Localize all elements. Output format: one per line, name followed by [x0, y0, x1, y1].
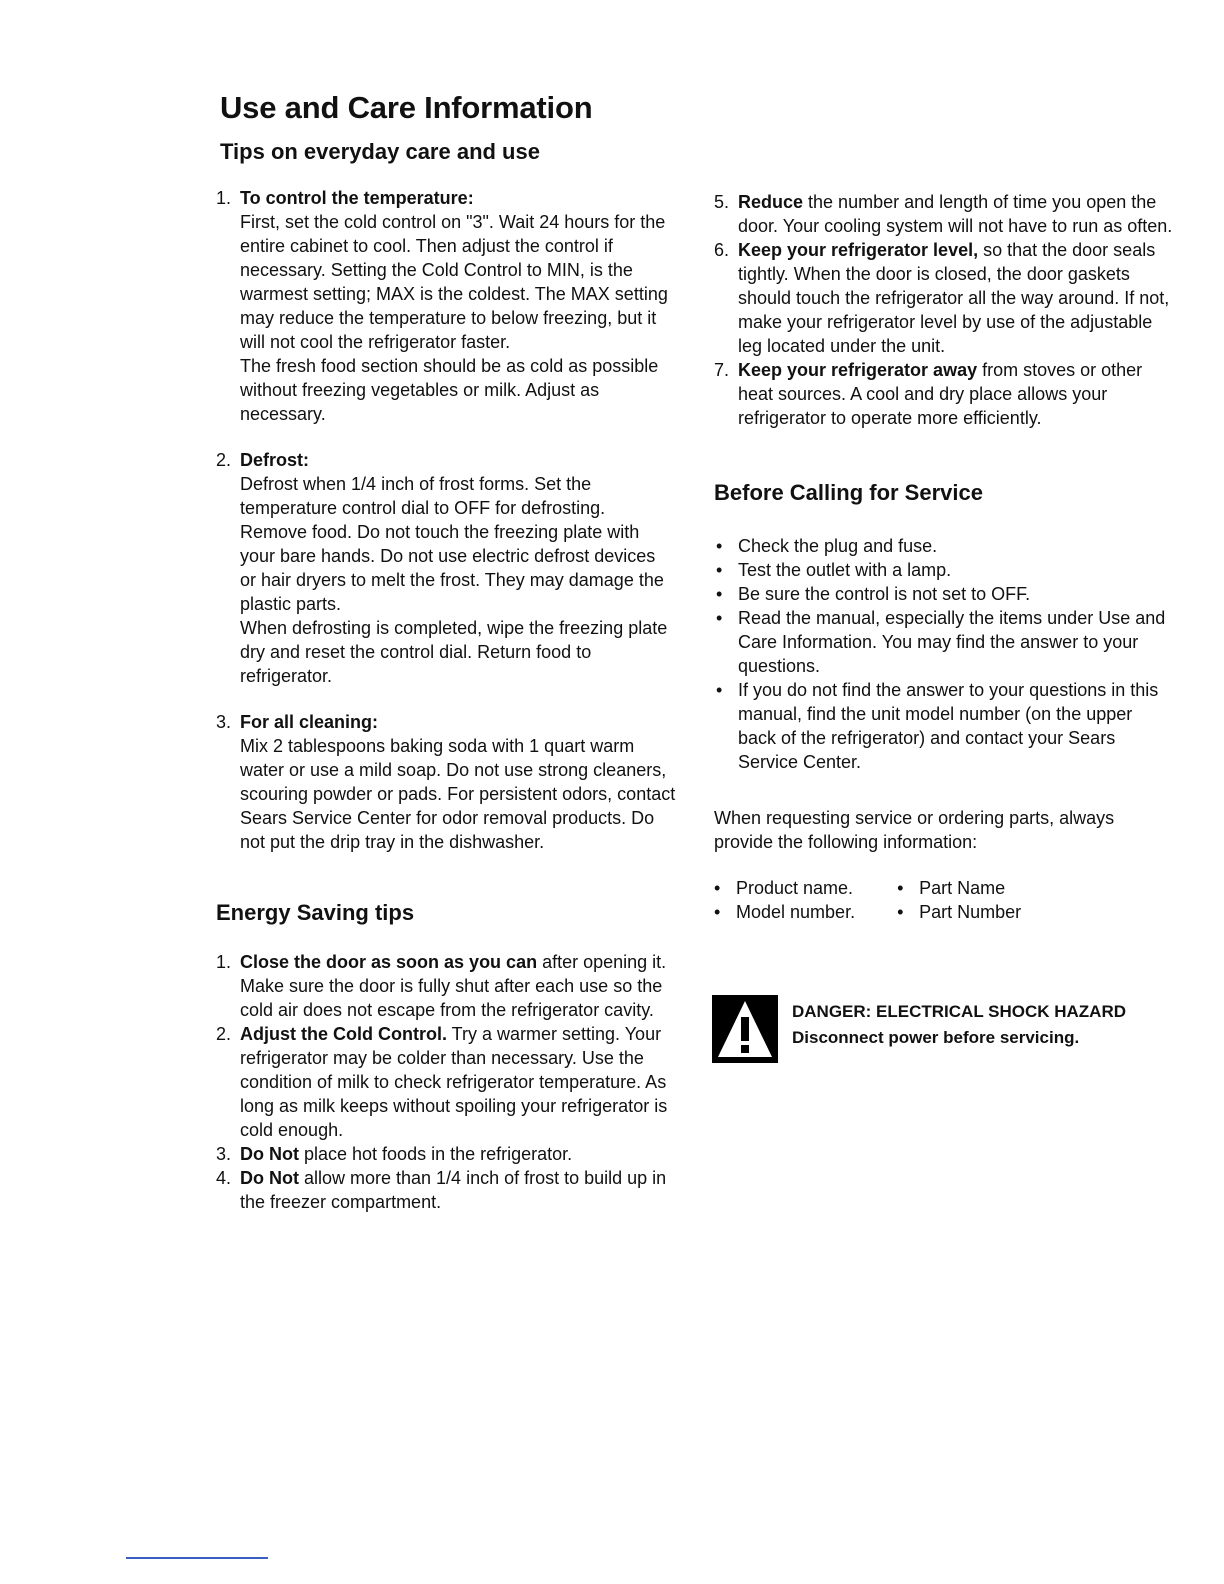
- tip-cleaning: [216, 710, 676, 854]
- energy-number: 5.: [714, 192, 730, 212]
- bullet: •: [897, 902, 904, 922]
- service-heading: Before Calling for Service: [714, 480, 983, 505]
- bullet: •: [716, 608, 723, 628]
- tip-number: 3.: [216, 712, 232, 732]
- energy-bold: Close the door as soon as you can: [240, 952, 538, 972]
- info-item: [714, 900, 855, 924]
- bullet: •: [716, 680, 723, 700]
- danger-notice: [712, 995, 1182, 1063]
- energy-list: [216, 950, 676, 1214]
- service-item: [714, 558, 1174, 582]
- service-item-text: If you do not find the answer to your questions in this manual, find the unit model number (on the upper back of the refrigerator) and contact your Sears Service Center.: [738, 680, 1159, 772]
- tip-title: For all cleaning:: [240, 712, 379, 732]
- tip-title: To control the temperature:: [240, 188, 474, 208]
- energy-bold: Do Not: [240, 1144, 299, 1164]
- energy-bold: Adjust the Cold Control.: [240, 1024, 447, 1044]
- energy-text: after opening it. Make sure the door is fully shut after each use so the cold air does not escape from the refrigerator cavity.: [240, 952, 667, 1020]
- bullet: •: [716, 560, 723, 580]
- info-item: [897, 900, 1021, 924]
- energy-number: 3.: [216, 1144, 232, 1164]
- energy-number: 6.: [714, 240, 730, 260]
- energy-heading: Energy Saving tips: [216, 900, 415, 925]
- energy-item: [216, 950, 676, 1022]
- tip-defrost: [216, 448, 676, 688]
- energy-list-continued: [714, 190, 1174, 430]
- service-item: [714, 678, 1174, 774]
- energy-number: 7.: [714, 360, 730, 380]
- energy-number: 1.: [216, 952, 232, 972]
- warning-icon: [712, 995, 778, 1063]
- tip-paragraph: The fresh food section should be as cold as possible without freezing vegetables or milk. Adjust as necessary.: [240, 356, 659, 424]
- energy-item: [216, 1022, 676, 1142]
- info-list-right: [897, 876, 1021, 924]
- bullet: •: [897, 878, 904, 898]
- tip-paragraph: First, set the cold control on "3". Wait 24 hours for the entire cabinet to cool. Then adjust the control if necessary. Setting the Cold Control to MIN, is the warmest setting; MAX is the coldest. The MAX setting may reduce the temperature to below freezing, but it will not cool the refrigerator faster.: [240, 212, 668, 352]
- info-item: [714, 876, 855, 900]
- energy-item: [216, 1166, 676, 1214]
- footer-divider: [126, 1557, 268, 1559]
- service-item-text: Read the manual, especially the items under Use and Care Information. You may find the answer to your questions.: [738, 608, 1166, 676]
- tip-paragraph: Mix 2 tablespoons baking soda with 1 quart warm water or use a mild soap. Do not use strong cleaners, scouring powder or pads. For persistent odors, contact Sears Service Center for odor removal products. Do not put the drip tray in the dishwasher.: [240, 736, 676, 852]
- energy-number: 2.: [216, 1024, 232, 1044]
- info-item-text: Model number.: [736, 902, 856, 922]
- page-title: Use and Care Information: [220, 90, 593, 125]
- bullet: •: [716, 536, 723, 556]
- energy-item: [714, 358, 1174, 430]
- info-item-text: Part Number: [919, 902, 1022, 922]
- info-item-text: Part Name: [919, 878, 1006, 898]
- danger-text: [792, 995, 1126, 1063]
- energy-bold: Do Not: [240, 1168, 299, 1188]
- tips-list: [216, 186, 676, 854]
- energy-item: [714, 190, 1174, 238]
- tip-paragraph: Defrost when 1/4 inch of frost forms. Set the temperature control dial to OFF for defrosting. Remove food. Do not touch the freezing plate with your bare hands. Do not use electric defrost devices or hair dryers to melt the frost. They may damage the plastic parts.: [240, 474, 664, 614]
- service-item-text: Be sure the control is not set to OFF.: [738, 584, 1031, 604]
- service-item: [714, 582, 1174, 606]
- required-info: [714, 876, 1174, 924]
- danger-instruction: Disconnect power before servicing.: [792, 1028, 1080, 1047]
- tip-number: 1.: [216, 188, 232, 208]
- service-item: [714, 606, 1174, 678]
- energy-text: from stoves or other heat sources. A cool and dry place allows your refrigerator to operate more efficiently.: [738, 360, 1143, 428]
- tip-title: Defrost:: [240, 450, 310, 470]
- service-checklist: [714, 534, 1174, 774]
- service-item-text: Test the outlet with a lamp.: [738, 560, 952, 580]
- energy-bold: Keep your refrigerator away: [738, 360, 978, 380]
- bullet: •: [714, 902, 721, 922]
- energy-text: the number and length of time you open the door. Your cooling system will not have to run as often.: [738, 192, 1173, 236]
- page-subtitle: Tips on everyday care and use: [220, 139, 540, 164]
- energy-text: Try a warmer setting. Your refrigerator may be colder than necessary. Use the condition of milk to check refrigerator temperature. As long as milk keeps without spoiling your refrigerator is cold enough.: [240, 1024, 668, 1140]
- left-column: [216, 186, 676, 1214]
- energy-text: so that the door seals tightly. When the door is closed, the door gaskets should touch the refrigerator all the way around. If not, make your refrigerator level by use of the adjustable leg located under the unit.: [738, 240, 1170, 356]
- danger-title: DANGER: ELECTRICAL SHOCK HAZARD: [792, 1002, 1127, 1021]
- info-item-text: Product name.: [736, 878, 854, 898]
- service-item-text: Check the plug and fuse.: [738, 536, 938, 556]
- energy-item: [714, 238, 1174, 358]
- service-item: [714, 534, 1174, 558]
- energy-number: 4.: [216, 1168, 232, 1188]
- tip-temperature: [216, 186, 676, 426]
- energy-text: allow more than 1/4 inch of frost to build up in the freezer compartment.: [240, 1168, 667, 1212]
- info-list-left: [714, 876, 855, 924]
- right-column: [714, 190, 1174, 924]
- bullet: •: [714, 878, 721, 898]
- energy-item: [216, 1142, 676, 1166]
- energy-bold: Keep your refrigerator level,: [738, 240, 979, 260]
- info-item: [897, 876, 1021, 900]
- tip-paragraph: When defrosting is completed, wipe the freezing plate dry and reset the control dial. Return food to refrigerator.: [240, 618, 668, 686]
- bullet: •: [716, 584, 723, 604]
- request-text: When requesting service or ordering parts, always provide the following information:: [714, 808, 1115, 852]
- tip-number: 2.: [216, 450, 232, 470]
- energy-text: place hot foods in the refrigerator.: [298, 1144, 573, 1164]
- energy-bold: Reduce: [738, 192, 804, 212]
